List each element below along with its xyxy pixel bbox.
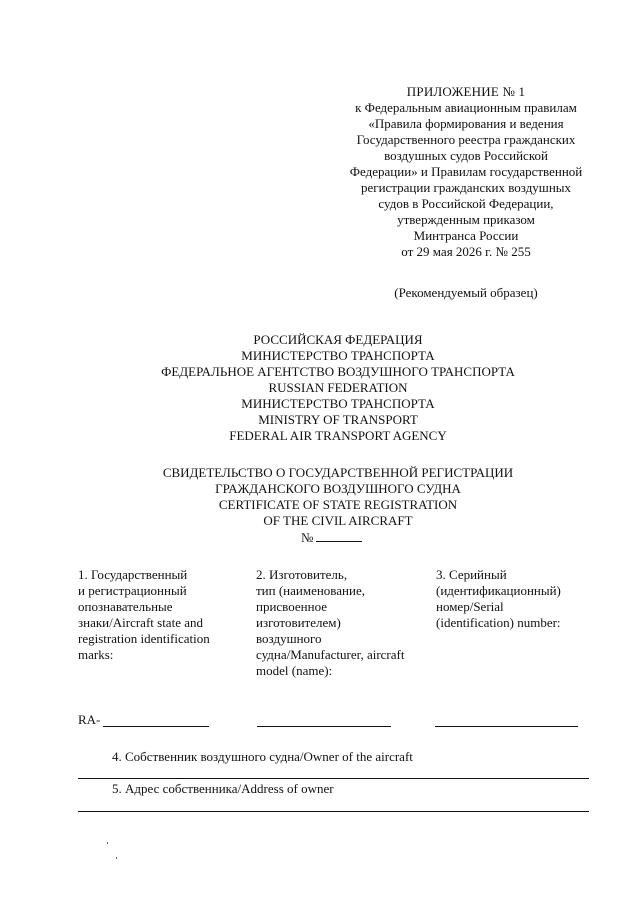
annex-line: регистрации гражданских воздушных <box>360 180 572 195</box>
field-label-line: изготовителем) <box>256 615 341 630</box>
field-label-line: и регистрационный <box>78 583 187 598</box>
serial-number-blank <box>435 726 578 727</box>
field-label-line: 3. Серийный <box>436 567 507 582</box>
address-blank <box>78 811 589 812</box>
certificate-number-label: № <box>301 530 314 545</box>
certificate-title-line: СВИДЕТЕЛЬСТВО О ГОСУДАРСТВЕННОЙ РЕГИСТРАЦИИ <box>162 465 514 480</box>
issuer-line: RUSSIAN FEDERATION <box>268 380 408 395</box>
issuer-line: МИНИСТЕРСТВО ТРАНСПОРТА <box>241 348 435 363</box>
issuer-line: ФЕДЕРАЛЬНОЕ АГЕНТСТВО ВОЗДУШНОГО ТРАНСПОРТА <box>161 364 515 379</box>
field-manufacturer-model <box>256 567 431 679</box>
field-label-line: присвоенное <box>256 599 328 614</box>
field-label-line: опознавательные <box>78 599 173 614</box>
annex-line: «Правила формирования и ведения <box>368 116 564 131</box>
manufacturer-model-blank <box>257 726 391 727</box>
registration-marks-blank <box>103 726 209 727</box>
owner-blank <box>78 778 589 779</box>
annex-line: от 29 мая 2026 г. № 255 <box>401 244 531 259</box>
certificate-title <box>0 465 640 529</box>
field-label-line: 1. Государственный <box>78 567 188 582</box>
annex-title: ПРИЛОЖЕНИЕ № 1 <box>406 84 526 99</box>
field-label-line: номер/Serial <box>436 599 504 614</box>
registration-prefix: RA- <box>78 712 101 727</box>
certificate-number-field <box>301 530 362 546</box>
annex-line: утвержденным приказом <box>397 212 535 227</box>
annex-reference <box>330 84 602 260</box>
annex-line: Государственного реестра гражданских <box>356 132 576 147</box>
issuer-header <box>0 332 640 444</box>
annex-line: Федерации» и Правилам государственной <box>349 164 583 179</box>
field-registration-marks <box>78 567 238 663</box>
annex-line: воздушных судов Российской <box>384 148 548 163</box>
field-label-line: marks: <box>78 647 114 662</box>
certificate-title-line: CERTIFICATE OF STATE REGISTRATION <box>218 497 458 512</box>
owner-label: 4. Собственник воздушного судна/Owner of the aircraft <box>112 749 413 764</box>
annex-line: Минтранса России <box>413 228 519 243</box>
certificate-number-blank <box>316 530 362 542</box>
certificate-title-line: OF THE CIVIL AIRCRAFT <box>263 513 413 528</box>
annex-line: судов в Российской Федерации, <box>378 196 554 211</box>
sample-note: (Рекомендуемый образец) <box>394 285 538 300</box>
address-label: 5. Адрес собственника/Address of owner <box>112 781 334 796</box>
scan-speck <box>116 857 117 859</box>
field-label-line: воздушного <box>256 631 322 646</box>
field-serial-number <box>436 567 586 631</box>
issuer-line: МИНИСТЕРСТВО ТРАНСПОРТА <box>241 396 435 411</box>
field-label-line: знаки/Aircraft state and <box>78 615 203 630</box>
field-label-line: model (name): <box>256 663 333 678</box>
issuer-line: FEDERAL AIR TRANSPORT AGENCY <box>229 428 447 443</box>
annex-line: к Федеральным авиационным правилам <box>355 100 577 115</box>
issuer-line: MINISTRY OF TRANSPORT <box>258 412 418 427</box>
field-label-line: (идентификационный) <box>436 583 561 598</box>
field-label-line: 2. Изготовитель, <box>256 567 348 582</box>
scan-speck <box>107 842 108 844</box>
issuer-line: РОССИЙСКАЯ ФЕДЕРАЦИЯ <box>253 332 423 347</box>
certificate-title-line: ГРАЖДАНСКОГО ВОЗДУШНОГО СУДНА <box>215 481 461 496</box>
field-label-line: (identification) number: <box>436 615 561 630</box>
field-label-line: тип (наименование, <box>256 583 365 598</box>
field-label-line: судна/Manufacturer, aircraft <box>256 647 405 662</box>
field-label-line: registration identification <box>78 631 210 646</box>
